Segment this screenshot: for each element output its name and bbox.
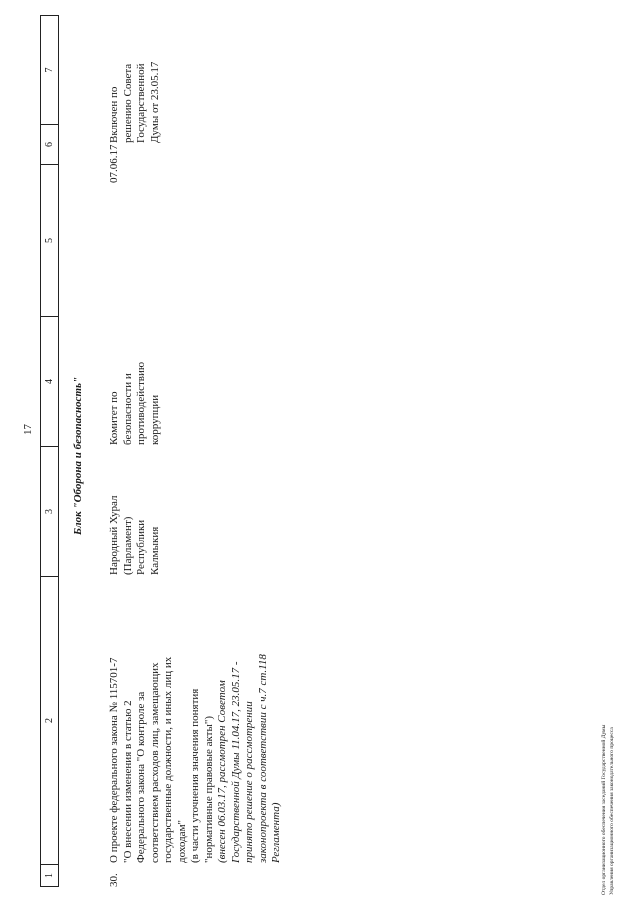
legislative-subject	[108, 465, 162, 575]
column-header-6: 6	[41, 124, 58, 164]
status-line: решению Совета	[121, 63, 134, 143]
footer-text	[600, 475, 616, 895]
column-header-3: 3	[41, 446, 58, 576]
bill-note-line: принято решение о рассмотрении	[243, 701, 255, 863]
bill-title-line: государственные должности, и иных лиц их	[162, 656, 174, 863]
subject-line: Калмыкия	[148, 526, 161, 575]
bill-title-line: Федерального закона "О контроле за	[135, 691, 147, 863]
subject-line: (Парламент)	[121, 516, 134, 575]
bill-title-line: "О внесении изменения в статью 2	[121, 700, 134, 863]
bill-note-line: законопроекта в соответствии с ч.7 ст.118	[256, 654, 269, 863]
bill-note-line: (внесен 06.03.17, рассмотрен Советом	[216, 680, 228, 863]
column-header-7: 7	[44, 67, 55, 73]
committee-line: Комитет по	[108, 391, 120, 445]
committee-line: безопасности и	[121, 373, 134, 445]
subject-line: Республики	[135, 519, 147, 575]
bill-title-line: (в части уточнения значения понятия	[189, 688, 201, 863]
bill-note-line: Регламента)	[270, 802, 282, 863]
status-line: Включен по	[108, 86, 120, 143]
column-header-row	[40, 15, 59, 887]
footer-line: Отдел организационного обеспечения заседаний Государственной Думы	[601, 724, 607, 895]
column-header-4: 4	[41, 316, 58, 446]
footer-line: Управления организационного обеспечения законодательного процесса	[609, 727, 615, 895]
bill-title-line: О проекте федерального закона № 115701-7	[108, 657, 120, 863]
row-number: 30.	[108, 873, 120, 887]
bill-description	[108, 591, 284, 863]
bill-title-line: доходам"	[175, 819, 188, 863]
status-line: Государственной	[135, 63, 147, 143]
block-title: Блок "Оборона и безопасность"	[72, 376, 84, 535]
page-number: 17	[22, 424, 34, 435]
status-line: Думы от 23.05.17	[148, 61, 161, 143]
bill-note-line: Государственной Думы 11.04.17, 23.05.17 -	[229, 661, 242, 863]
column-header-1: 1	[41, 864, 58, 886]
status-cell	[108, 28, 162, 143]
bill-title-line: "нормативные правовые акты")	[202, 715, 215, 863]
column-header-5: 5	[41, 164, 58, 316]
subject-line: Народный Хурал	[108, 495, 120, 575]
bill-title-line: соответствием расходов лиц, замещающих	[148, 662, 161, 863]
committee-line: противодействию	[135, 361, 147, 445]
date-cell: 07.06.17	[108, 144, 120, 183]
committee-line: коррупции	[148, 394, 161, 445]
column-header-2: 2	[41, 576, 58, 864]
responsible-committee	[108, 330, 162, 445]
